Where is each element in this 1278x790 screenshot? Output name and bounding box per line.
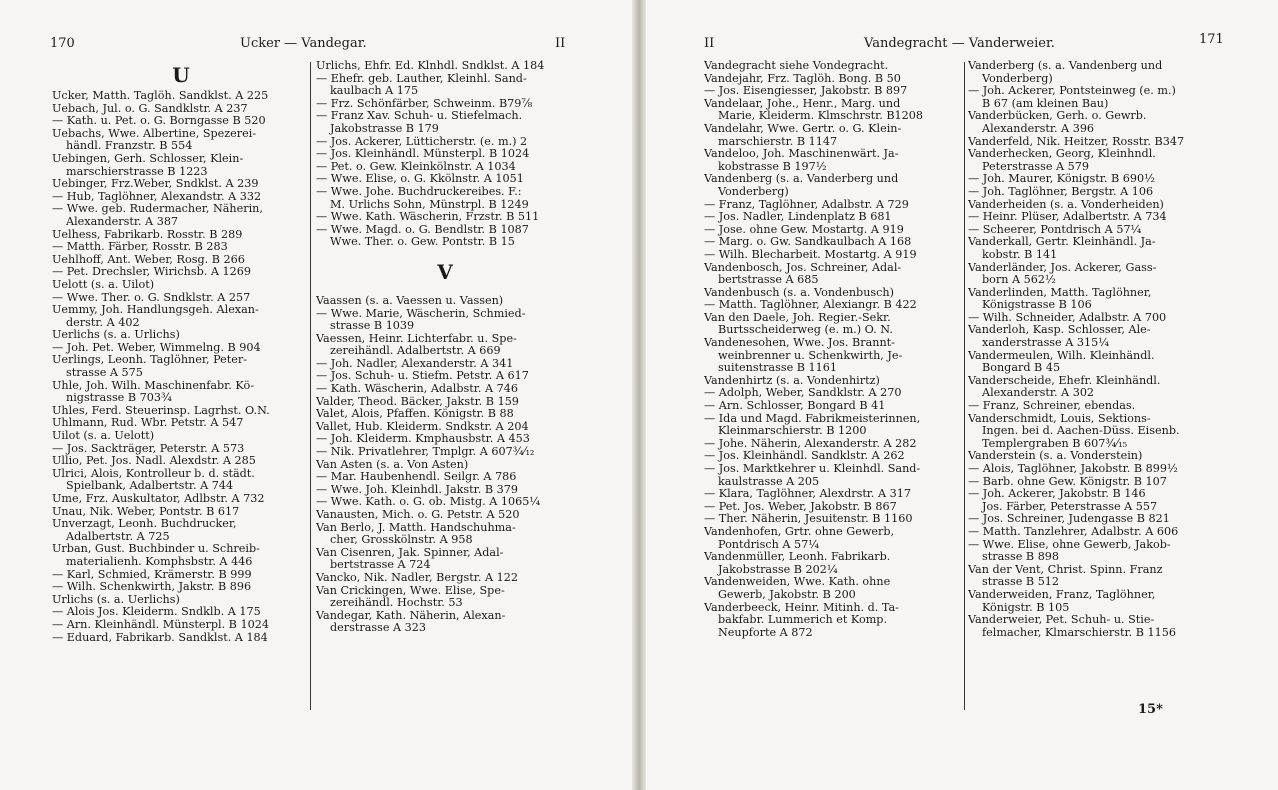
directory-entry-line: Vanderschmidt, Louis, Sektions-	[968, 412, 1151, 425]
directory-entry-line: Urlichs, Ehfr. Ed. Klnhdl. Sndklst. A 184	[316, 60, 545, 72]
directory-entry-line: marschierstr. B 1147	[718, 135, 838, 148]
directory-entry-line: Vanderweiden, Franz, Taglöhner,	[968, 588, 1156, 601]
directory-entry-line: Vaassen (s. a. Vaessen u. Vassen)	[316, 294, 504, 307]
directory-entry-line: Vonderberg)	[718, 185, 789, 198]
column	[316, 60, 574, 635]
directory-entry-line: Wwe. Ther. o. Gew. Pontstr. B 15	[330, 236, 515, 249]
right-page	[646, 0, 1278, 790]
directory-entry-line: — Pet. Drechsler, Wirichsb. A 1269	[52, 266, 251, 279]
directory-entry-line: — Barb. ohne Gew. Königstr. B 107	[968, 475, 1167, 488]
directory-entry-line: Uhlmann, Rud. Wbr. Petstr. A 547	[52, 417, 244, 430]
directory-entry-line: — Wilh. Blecharbeit. Mostartg. A 919	[704, 248, 917, 261]
directory-entry-line: Spielbank, Adalbertstr. A 744	[66, 480, 234, 493]
directory-entry-line: Uerlichs (s. a. Urlichs)	[52, 329, 180, 342]
directory-entry-line: zereihändl. Adalbertstr. A 669	[330, 345, 501, 358]
directory-entry-line: — Wwe. Joh. Kleinhdl. Jakstr. B 379	[316, 483, 519, 496]
book-gutter	[632, 0, 646, 790]
directory-entry-line: — Joh. Kleiderm. Kmphausbstr. A 453	[316, 433, 530, 446]
directory-entry-line: — Jose. ohne Gew. Mostartg. A 919	[704, 223, 904, 236]
directory-entry-line: Uebingen, Gerh. Schlosser, Klein-	[52, 152, 244, 165]
directory-entry-line: Vanderweier, Pet. Schuh- u. Stie-	[968, 614, 1155, 627]
directory-entry-line: Uemmy, Joh. Handlungsgeh. Alexan-	[52, 304, 259, 317]
directory-entry-line: Valet, Alois, Pfaffen. Königstr. B 88	[316, 408, 514, 421]
column-rule	[964, 62, 965, 710]
directory-entry-line: strasse B 512	[982, 576, 1060, 589]
directory-entry-line: Vanderlinden, Matth. Taglöhner,	[968, 286, 1152, 299]
directory-entry-line: Uelott (s. a. Uilot)	[52, 278, 155, 291]
directory-entry-line: — Franz Xav. Schuh- u. Stiefelmach.	[316, 110, 523, 123]
directory-entry-line: Vandeloo, Joh. Maschinenwärt. Ja-	[704, 148, 899, 161]
directory-entry-line: Uelhess, Fabrikarb. Rosstr. B 289	[52, 228, 243, 241]
directory-entry-line: — Jos. Schreiner, Judengasse B 821	[968, 513, 1170, 526]
section-letter: U	[172, 63, 190, 87]
directory-entry-line: — Matth. Taglöhner, Alexiangr. B 422	[704, 299, 917, 312]
directory-entry-line: — Kath. u. Pet. o. G. Borngasse B 520	[52, 115, 266, 128]
directory-entry-line: — Pet. Jos. Weber, Jakobstr. B 867	[704, 500, 897, 513]
directory-entry-line: Ullio, Pet. Jos. Nadl. Alexdstr. A 285	[52, 455, 256, 468]
section-marker: II	[555, 36, 566, 51]
directory-entry-line: Vanderbücken, Gerh. o. Gewrb.	[968, 110, 1147, 123]
directory-entry-line: Vandejahr, Frz. Taglöh. Bong. B 50	[704, 72, 901, 85]
directory-entry-line: — Mar. Haubenhendl. Seilgr. A 786	[316, 471, 517, 484]
directory-entry-line: Uebachs, Wwe. Albertine, Spezerei-	[52, 127, 257, 140]
directory-entry-line: M. Urlichs Sohn, Münstrpl. B 1249	[330, 198, 529, 211]
directory-entry-line: Vandenhirtz (s. a. Vondenhirtz)	[704, 374, 880, 387]
directory-entry-line: — Jos. Marktkehrer u. Kleinhdl. Sand-	[704, 463, 921, 475]
directory-entry-line: Ulrici, Alois, Kontrolleur b. d. städt.	[52, 467, 255, 480]
directory-entry-line: Unau, Nik. Weber, Pontstr. B 617	[52, 505, 240, 518]
directory-entry-line: — Pet. o. Gew. Kleinkölnstr. A 1034	[316, 160, 516, 173]
directory-entry-line: — Wwe. Ther. o. G. Sndklstr. A 257	[52, 291, 251, 304]
directory-entry-line: Vandegar, Kath. Näherin, Alexan-	[316, 609, 506, 622]
page-header	[50, 36, 570, 54]
column	[968, 60, 1226, 639]
directory-entry-line: Van Asten (s. a. Von Asten)	[316, 458, 469, 471]
directory-entry-line: — Hub, Taglöhner, Alexandstr. A 332	[52, 190, 262, 203]
directory-entry-line: Burtsscheiderweg (e. m.) O. N.	[718, 324, 893, 337]
directory-entry-line: — Arn. Kleinhändl. Münsterpl. B 1024	[52, 618, 269, 631]
directory-entry-line: Vanausten, Mich. o. G. Petstr. A 520	[316, 509, 520, 521]
directory-entry-line: — Kath. Wäscherin, Adalbstr. A 746	[316, 383, 518, 396]
directory-entry-line: strasse B 1039	[330, 320, 415, 333]
directory-entry-line: Vandenweiden, Wwe. Kath. ohne	[704, 576, 891, 589]
directory-entry-line: — Alois, Taglöhner, Jakobstr. B 899½	[968, 463, 1178, 475]
directory-entry-line: derstrasse A 323	[330, 622, 427, 635]
directory-entry-line: zereihändl. Hochstr. 53	[330, 597, 463, 610]
directory-entry-line: Vanderscheide, Ehefr. Kleinhändl.	[968, 374, 1161, 387]
directory-entry-line: — Johe. Näherin, Alexanderstr. A 282	[704, 437, 917, 450]
directory-entry-line: Urban, Gust. Buchbinder u. Schreib-	[52, 543, 260, 556]
directory-entry-line: Vanderloh, Kasp. Schlosser, Ale-	[968, 324, 1151, 337]
directory-entry-line: — Jos. Schuh- u. Stiefm. Petstr. A 617	[316, 370, 529, 383]
directory-entry-line: bertstrasse A 685	[718, 274, 819, 287]
directory-entry-line: felmacher, Klmarschierstr. B 1156	[982, 626, 1176, 639]
directory-entry-line: — Ehefr. geb. Lauther, Kleinhl. Sand-	[316, 72, 527, 85]
directory-entry-line: Vanderländer, Jos. Ackerer, Gass-	[968, 261, 1157, 274]
directory-entry-line: Vandenbusch (s. a. Vondenbusch)	[704, 286, 894, 299]
directory-entry-line: — Alois Jos. Kleiderm. Sndklb. A 175	[52, 606, 261, 619]
directory-entry-line: Vaessen, Heinr. Lichterfabr. u. Spe-	[316, 332, 517, 345]
directory-entry-line: — Joh. Nadler, Alexanderstr. A 341	[316, 357, 514, 370]
directory-entry-line: Uhle, Joh. Wilh. Maschinenfabr. Kö-	[52, 379, 254, 392]
page-number: 171	[1199, 32, 1224, 47]
directory-entry-line: Gewerb, Jakobstr. B 200	[718, 588, 856, 601]
directory-entry-line: — Wwe. Kath. Wäscherin, Frzstr. B 511	[316, 211, 540, 224]
directory-entry-line: Vandelaar, Johe., Henr., Marg. und	[704, 97, 901, 110]
directory-entry-line: Vanderhecken, Georg, Kleinhndl.	[968, 148, 1156, 161]
directory-entry-line: Uehlhoff, Ant. Weber, Rosg. B 266	[52, 253, 245, 266]
directory-entry-line: cher, Grosskölnstr. A 958	[330, 534, 473, 547]
directory-entry-line: Van den Daele, Joh. Regier.-Sekr.	[704, 311, 891, 324]
directory-entry-line: Vanderkall, Gertr. Kleinhändl. Ja-	[968, 236, 1156, 249]
directory-entry-line: Vandenbosch, Jos. Schreiner, Adal-	[704, 261, 902, 274]
directory-entry-line: Vandenhofen, Grtr. ohne Gewerb,	[704, 525, 895, 538]
directory-entry-line: Königstr. B 105	[982, 601, 1070, 614]
directory-entry-line: Van Cisenren, Jak. Spinner, Adal-	[316, 546, 504, 559]
directory-entry-line: — Marg. o. Gw. Sandkaulbach A 168	[704, 236, 912, 249]
column	[704, 60, 962, 639]
directory-entry-line: Urlichs (s. a. Uerlichs)	[52, 593, 180, 606]
signature-mark: 15*	[1138, 702, 1163, 717]
directory-entry-line: derstr. A 402	[66, 316, 140, 329]
page-number: 170	[50, 36, 75, 51]
directory-entry-line: Alexanderstr. A 396	[982, 122, 1095, 135]
directory-entry-line: — Matth. Tanzlehrer, Adalbstr. A 606	[968, 525, 1179, 538]
directory-entry-line: Uerlings, Leonh. Taglöhner, Peter-	[52, 354, 247, 367]
directory-entry-line: Vanderberg (s. a. Vandenberg und	[968, 60, 1163, 72]
spacer	[316, 287, 574, 295]
directory-entry-line: marschierstrasse B 1223	[66, 165, 208, 178]
directory-entry-line: bertstrasse A 724	[330, 559, 431, 572]
directory-entry-line: Uilot (s. a. Uelott)	[52, 430, 155, 443]
directory-entry-line: strasse A 575	[66, 367, 143, 380]
running-head: Vandegracht — Vanderweier.	[864, 36, 1055, 51]
directory-entry-line: — Wilh. Schenkwirth, Jakstr. B 896	[52, 581, 252, 594]
directory-entry-line: Ume, Frz. Auskultator, Adlbstr. A 732	[52, 493, 265, 505]
directory-entry-line: Uhles, Ferd. Steuerinsp. Lagrhst. O.N.	[52, 404, 270, 417]
directory-entry-line: — Karl, Schmied, Krämerstr. B 999	[52, 568, 252, 581]
directory-entry-line: — Nik. Privatlehrer, Tmplgr. A 607¾⁄₁₂	[316, 446, 535, 459]
directory-entry-line: Kleinmarschierstr. B 1200	[718, 425, 867, 438]
directory-entry-line: — Jos. Sackträger, Peterstr. A 573	[52, 442, 245, 455]
directory-entry-line: — Wwe. Johe. Buchdruckereibes. F.:	[316, 185, 522, 198]
directory-entry-line: Jakobstrasse B 202¼	[718, 563, 838, 576]
directory-entry-line: — Jos. Ackerer, Lütticherstr. (e. m.) 2	[316, 135, 528, 148]
section-marker: II	[704, 36, 715, 51]
directory-entry-line: — Ther. Näherin, Jesuitenstr. B 1160	[704, 513, 913, 526]
directory-entry-line: Vanderbeeck, Heinr. Mitinh. d. Ta-	[704, 601, 899, 614]
directory-entry-line: — Heinr. Plüser, Adalbertstr. A 734	[968, 211, 1167, 224]
directory-entry-line: — Franz, Taglöhner, Adalbstr. A 729	[704, 198, 909, 211]
directory-entry-line: Ucker, Matth. Taglöh. Sandklst. A 225	[52, 90, 269, 102]
directory-entry-line: kobstr. B 141	[982, 248, 1058, 261]
directory-entry-line: Bongard B 45	[982, 362, 1061, 375]
directory-entry-line: — Wwe. Marie, Wäscherin, Schmied-	[316, 307, 526, 320]
page-header	[704, 32, 1224, 54]
directory-entry-line: born A 562½	[982, 274, 1056, 287]
directory-entry-line: Vallet, Hub. Kleiderm. Sndkstr. A 204	[316, 420, 529, 433]
directory-entry-line: — Eduard, Fabrikarb. Sandklst. A 184	[52, 631, 268, 644]
directory-entry-line: Neupforte A 872	[718, 626, 813, 639]
running-head: Ucker — Vandegar.	[240, 36, 367, 51]
directory-entry-line: — Joh. Ackerer, Jakobstr. B 146	[968, 488, 1146, 501]
directory-entry-line: händl. Franzstr. B 554	[66, 140, 193, 153]
directory-entry-line: — Wilh. Schneider, Adalbstr. A 700	[968, 311, 1167, 324]
directory-entry-line: — Matth. Färber, Rosstr. B 283	[52, 241, 228, 254]
spacer	[316, 249, 574, 257]
directory-entry-line: Ingen. bei d. Aachen-Düss. Eisenb.	[982, 425, 1180, 438]
column	[52, 60, 310, 644]
directory-entry-line: Van Berlo, J. Matth. Handschuhma-	[316, 521, 516, 534]
directory-entry-line: Adalbertstr. A 725	[66, 530, 170, 543]
directory-entry-line: nigstrasse B 703¾	[66, 392, 172, 405]
directory-entry-line: weinbrenner u. Schenkwirth, Je-	[718, 349, 903, 362]
directory-entry-line: — Wwe. Elise, ohne Gewerb, Jakob-	[968, 538, 1171, 551]
directory-entry-line: Königstrasse B 106	[982, 299, 1092, 312]
directory-entry-line: Vanderfeld, Nik. Heitzer, Rosstr. B347	[968, 135, 1185, 148]
left-page	[0, 0, 632, 790]
directory-entry-line: Uebach, Jul. o. G. Sandklstr. A 237	[52, 102, 248, 115]
directory-entry-line: Uebinger, Frz.Weber, Sndklst. A 239	[52, 178, 259, 191]
directory-entry-line: — Jos. Nadler, Lindenplatz B 681	[704, 211, 892, 224]
directory-entry-line: Van der Vent, Christ. Spinn. Franz	[968, 563, 1163, 576]
directory-entry-line: — Frz. Schönfärber, Schweinm. B79⅞	[316, 97, 533, 110]
directory-entry-line: Vandenberg (s. a. Vanderberg und	[704, 173, 899, 186]
directory-entry-line: — Joh. Pet. Weber, Wimmelng. B 904	[52, 341, 261, 354]
column-rule	[310, 62, 311, 710]
directory-entry-line: Vandelahr, Wwe. Gertr. o. G. Klein-	[704, 122, 902, 135]
directory-entry-line: Valder, Theod. Bäcker, Jakstr. B 159	[316, 395, 519, 408]
directory-entry-line: Pontdrisch A 57¼	[718, 538, 820, 551]
directory-entry-line: — Franz, Schreiner, ebendas.	[968, 400, 1136, 413]
directory-entry-line: — Wwe. Magd. o. G. Bendlstr. B 1087	[316, 223, 529, 236]
directory-entry-line: — Joh. Taglöhner, Bergstr. A 106	[968, 185, 1154, 198]
directory-entry-line: Vonderberg)	[982, 72, 1053, 85]
directory-entry-line: — Joh. Maurer, Königstr. B 690½	[968, 173, 1155, 186]
directory-entry-line: materialienh. Komphsbstr. A 446	[66, 555, 253, 568]
directory-entry-line: — Adolph, Weber, Sandklstr. A 270	[704, 387, 902, 400]
directory-entry-line: bakfabr. Lummerich et Komp.	[718, 614, 888, 627]
directory-entry-line: Jos. Färber, Peterstrasse A 557	[982, 500, 1158, 513]
directory-entry-line: Van Crickingen, Wwe. Elise, Spe-	[316, 584, 505, 597]
directory-entry-line: kaulbach A 175	[330, 85, 419, 98]
directory-entry-line: Templergraben B 607¾⁄₁₅	[982, 437, 1128, 450]
directory-entry-line: Alexanderstr. A 387	[66, 215, 179, 228]
directory-entry-line: — Wwe. geb. Rudermacher, Näherin,	[52, 203, 263, 216]
directory-entry-line: Vandenesohen, Wwe. Jos. Brannt-	[704, 337, 895, 350]
directory-entry-line: B 67 (am kleinen Bau)	[982, 97, 1109, 110]
directory-entry-line: Alexanderstr. A 302	[982, 387, 1095, 400]
directory-entry-line: kobstrasse B 197½	[718, 160, 827, 173]
directory-entry-line: — Klara, Taglöhner, Alexdrstr. A 317	[704, 488, 912, 501]
directory-entry-line: Jakobstrasse B 179	[330, 122, 439, 135]
directory-entry-line: — Jos. Eisengiesser, Jakobstr. B 897	[704, 85, 908, 98]
directory-entry-line: — Scheerer, Pontdrisch A 57¼	[968, 223, 1142, 236]
directory-entry-line: — Joh. Ackerer, Pontsteinweg (e. m.)	[968, 85, 1176, 98]
directory-entry-line: Vandegracht siehe Vondegracht.	[704, 60, 889, 72]
directory-entry-line: kaulstrasse A 205	[718, 475, 820, 488]
directory-entry-line: — Wwe. Elise, o. G. Kkölnstr. A 1051	[316, 173, 524, 186]
directory-entry-line: Vanderstein (s. a. Vonderstein)	[968, 450, 1143, 463]
directory-entry-line: suitenstrasse B 1161	[718, 362, 838, 375]
directory-entry-line: — Jos. Kleinhändl. Sandklstr. A 262	[704, 450, 905, 463]
directory-entry-line: — Wwe. Kath. o. G. ob. Mistg. A 1065¼	[316, 496, 541, 509]
directory-entry-line: Marie, Kleiderm. Klmschrstr. B1208	[718, 110, 924, 123]
directory-entry-line: — Ida und Magd. Fabrikmeisterinnen,	[704, 412, 921, 425]
directory-entry-line: Peterstrasse A 579	[982, 160, 1090, 173]
section-letter: V	[437, 259, 453, 284]
directory-entry-line: strasse B 898	[982, 551, 1060, 564]
directory-entry-line: xanderstrasse A 315¼	[982, 337, 1110, 350]
directory-entry-line: — Arn. Schlosser, Bongard B 41	[704, 400, 886, 413]
directory-entry-line: Vanderheiden (s. a. Vonderheiden)	[968, 198, 1164, 211]
directory-entry-line: — Jos. Kleinhändl. Münsterpl. B 1024	[316, 148, 530, 161]
directory-entry-line: Vandermeulen, Wilh. Kleinhändl.	[968, 349, 1155, 362]
directory-entry-line: Vancko, Nik. Nadler, Bergstr. A 122	[316, 571, 518, 584]
directory-entry-line: Unverzagt, Leonh. Buchdrucker,	[52, 518, 237, 531]
directory-entry-line: Vandenmüller, Leonh. Fabrikarb.	[704, 551, 891, 564]
